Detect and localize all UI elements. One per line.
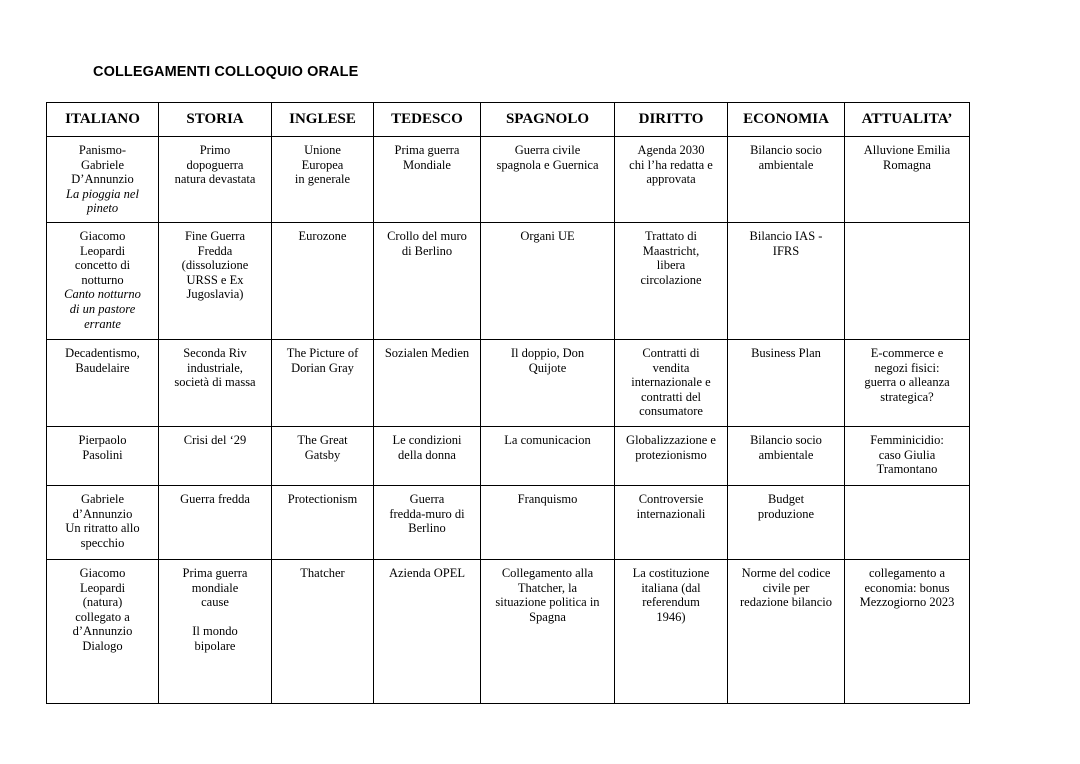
cell-line: Giacomo <box>79 566 126 580</box>
cell-line: Mezzogiorno 2023 <box>859 595 955 610</box>
cell-blank-line <box>162 610 268 625</box>
cell-spagnolo <box>481 427 615 486</box>
cell-line: 1946) <box>656 609 686 624</box>
cell-line: ambientale <box>758 157 814 172</box>
cell-line: Collegamento alla <box>501 566 594 580</box>
cell-line: Leopardi <box>79 243 126 258</box>
cell-line: (dissoluzione <box>181 258 249 273</box>
cell-line: Leopardi <box>79 580 126 595</box>
cell-storia <box>159 427 272 486</box>
cell-line: Baudelaire <box>75 360 130 375</box>
cell-line: URSS e Ex <box>186 272 244 287</box>
cell-spagnolo <box>481 486 615 560</box>
cell-line: Azienda OPEL <box>388 566 466 580</box>
cell-line: Globalizzazione e <box>626 433 716 447</box>
cell-line: Crollo del muro <box>387 229 467 243</box>
cell-line: Mondiale <box>403 157 451 172</box>
header-attualita: ATTUALITA’ <box>845 103 970 137</box>
cell-economia <box>728 560 845 704</box>
cell-line: Contratti di <box>642 346 700 360</box>
cell-line: Gatsby <box>304 447 341 462</box>
header-inglese: INGLESE <box>272 103 374 137</box>
cell-spagnolo <box>481 560 615 704</box>
cell-storia <box>159 340 272 427</box>
cell-line: Bilancio socio <box>750 433 822 447</box>
cell-economia <box>728 223 845 340</box>
cell-line: della donna <box>398 447 456 462</box>
cell-line: Primo <box>199 143 231 157</box>
cell-line: società di massa <box>174 375 256 390</box>
cell-line: libera <box>656 258 686 273</box>
cell-economia <box>728 340 845 427</box>
cell-inglese <box>272 427 374 486</box>
cell-line: Guerra fredda <box>180 492 250 506</box>
cell-line: IFRS <box>772 243 800 258</box>
cell-italiano <box>47 137 159 223</box>
cell-line-italic: Canto notturno <box>64 287 141 302</box>
links-table <box>46 102 970 704</box>
cell-line: Un ritratto allo <box>65 521 140 536</box>
cell-line: Dorian Gray <box>291 360 354 375</box>
cell-line: redazione bilancio <box>740 595 832 610</box>
cell-italiano <box>47 427 159 486</box>
cell-line: Business Plan <box>751 346 821 360</box>
cell-line: consumatore <box>639 404 703 419</box>
cell-line: Guerra <box>409 492 445 506</box>
cell-line: Jugoslavia) <box>186 287 244 302</box>
cell-line: The Great <box>297 433 348 447</box>
cell-italiano <box>47 340 159 427</box>
cell-line: Controversie <box>638 492 704 506</box>
cell-line: Decadentismo, <box>65 346 140 360</box>
cell-line: guerra o alleanza <box>864 375 950 390</box>
cell-diritto <box>615 223 728 340</box>
cell-line: Fredda <box>197 243 233 258</box>
cell-line-italic: errante <box>84 316 121 331</box>
cell-line: Alluvione Emilia <box>863 143 951 157</box>
cell-inglese <box>272 137 374 223</box>
cell-diritto <box>615 427 728 486</box>
cell-line: The Picture of <box>286 346 359 360</box>
cell-line: Franquismo <box>517 492 578 506</box>
table-row <box>47 560 970 704</box>
cell-line: collegamento a <box>868 566 945 580</box>
cell-spagnolo <box>481 223 615 340</box>
cell-line: fredda-muro di <box>389 506 465 521</box>
cell-line: Seconda Riv <box>183 346 247 360</box>
cell-attualita <box>845 340 970 427</box>
cell-attualita <box>845 137 970 223</box>
cell-tedesco <box>374 137 481 223</box>
cell-line: (natura) <box>82 595 123 610</box>
cell-line: chi l’ha redatta e <box>629 157 713 172</box>
cell-line: caso Giulia <box>878 447 936 462</box>
cell-line: Budget <box>767 492 805 506</box>
cell-line: Guerra civile <box>514 143 581 157</box>
cell-line: Dialogo <box>82 638 123 653</box>
cell-tedesco <box>374 427 481 486</box>
cell-line: Norme del codice <box>741 566 831 580</box>
cell-line: Unione <box>304 143 341 157</box>
cell-line: referendum <box>642 595 700 610</box>
document-title: COLLEGAMENTI COLLOQUIO ORALE <box>93 64 359 80</box>
cell-line: d’Annunzio <box>72 506 133 521</box>
cell-line-italic: pineto <box>86 201 119 216</box>
cell-line: Protectionism <box>287 492 358 506</box>
table-row <box>47 137 970 223</box>
table-row <box>47 486 970 560</box>
cell-line: Spagna <box>529 609 566 624</box>
cell-inglese <box>272 340 374 427</box>
cell-line: spagnola e Guernica <box>496 157 599 172</box>
cell-line: Crisi del ‘29 <box>183 433 247 447</box>
cell-line-italic: La pioggia nel <box>66 186 139 201</box>
cell-economia <box>728 137 845 223</box>
cell-line: strategica? <box>880 389 934 404</box>
cell-spagnolo <box>481 137 615 223</box>
cell-line: natura devastata <box>174 172 256 187</box>
cell-diritto <box>615 137 728 223</box>
cell-attualita <box>845 427 970 486</box>
cell-line: internazionali <box>636 506 706 521</box>
cell-inglese <box>272 560 374 704</box>
cell-line: Eurozone <box>298 229 347 243</box>
cell-line: E-commerce e <box>870 346 944 360</box>
cell-line: Prima guerra <box>394 143 460 157</box>
cell-line: Pierpaolo <box>78 433 127 447</box>
cell-line: mondiale <box>191 580 239 595</box>
cell-economia <box>728 486 845 560</box>
cell-line: La costituzione <box>632 566 710 580</box>
table-row <box>47 427 970 486</box>
cell-spagnolo <box>481 340 615 427</box>
cell-line: di Berlino <box>401 243 453 258</box>
cell-italiano <box>47 560 159 704</box>
cell-line: Maastricht, <box>642 243 700 258</box>
header-storia: STORIA <box>159 103 272 137</box>
cell-line: Prima guerra <box>182 566 248 580</box>
header-spagnolo: SPAGNOLO <box>481 103 615 137</box>
cell-line: Fine Guerra <box>184 229 246 243</box>
cell-line: vendita <box>652 360 690 375</box>
cell-line: specchio <box>80 535 125 550</box>
cell-line: economia: bonus <box>864 580 950 595</box>
cell-storia <box>159 560 272 704</box>
cell-diritto <box>615 486 728 560</box>
cell-line: La comunicacion <box>504 433 591 447</box>
cell-diritto <box>615 560 728 704</box>
header-tedesco: TEDESCO <box>374 103 481 137</box>
cell-line: dopoguerra <box>186 157 244 172</box>
cell-line: Berlino <box>408 521 446 536</box>
cell-storia <box>159 223 272 340</box>
cell-line: Bilancio IAS - <box>749 229 823 243</box>
cell-line: collegato a <box>75 609 130 624</box>
cell-line: Giacomo <box>79 229 126 243</box>
cell-line: Tramontano <box>876 462 938 477</box>
cell-line: Bilancio socio <box>750 143 822 157</box>
cell-line: Gabriele <box>80 157 125 172</box>
cell-line: bipolare <box>194 638 236 653</box>
cell-line: Femminicidio: <box>870 433 944 447</box>
cell-line: Thatcher <box>300 566 345 580</box>
cell-tedesco <box>374 340 481 427</box>
cell-italiano <box>47 223 159 340</box>
cell-line: in generale <box>294 172 351 187</box>
table-row <box>47 223 970 340</box>
header-row <box>47 103 970 137</box>
cell-tedesco <box>374 223 481 340</box>
cell-line: contratti del <box>640 389 702 404</box>
cell-attualita-empty <box>845 223 970 340</box>
cell-line: Panismo- <box>78 143 127 157</box>
cell-line: negozi fisici: <box>874 360 940 375</box>
cell-line: Organi UE <box>520 229 575 243</box>
cell-line: Romagna <box>883 157 931 172</box>
cell-line: Thatcher, la <box>517 580 578 595</box>
cell-line: Quijote <box>528 360 567 375</box>
cell-line: protezionismo <box>635 447 707 462</box>
cell-line: italiana (dal <box>641 580 701 595</box>
cell-line: D’Annunzio <box>71 172 134 187</box>
cell-inglese <box>272 223 374 340</box>
cell-line: Trattato di <box>645 229 697 243</box>
cell-line: internazionale e <box>631 375 711 390</box>
cell-line: Pasolini <box>82 447 123 462</box>
cell-line: notturno <box>81 272 124 287</box>
cell-line: Sozialen Medien <box>384 346 470 360</box>
table-row <box>47 340 970 427</box>
cell-line: situazione politica in <box>495 595 600 610</box>
cell-tedesco <box>374 486 481 560</box>
header-diritto: DIRITTO <box>615 103 728 137</box>
cell-line: Agenda 2030 <box>637 143 705 157</box>
cell-line: cause <box>201 595 229 610</box>
cell-economia <box>728 427 845 486</box>
cell-line: Il doppio, Don <box>510 346 585 360</box>
cell-attualita <box>845 560 970 704</box>
cell-line: civile per <box>762 580 810 595</box>
cell-line-italic: di un pastore <box>69 301 136 316</box>
cell-line: produzione <box>757 506 815 521</box>
cell-line: concetto di <box>74 258 131 273</box>
cell-line: Europea <box>301 157 344 172</box>
cell-line: d’Annunzio <box>72 624 133 639</box>
cell-italiano <box>47 486 159 560</box>
header-economia: ECONOMIA <box>728 103 845 137</box>
cell-line: approvata <box>646 172 696 187</box>
cell-storia <box>159 137 272 223</box>
cell-line: Il mondo <box>192 624 238 639</box>
cell-diritto <box>615 340 728 427</box>
cell-line: Le condizioni <box>392 433 462 447</box>
cell-inglese <box>272 486 374 560</box>
header-italiano: ITALIANO <box>47 103 159 137</box>
cell-storia <box>159 486 272 560</box>
cell-line: circolazione <box>640 272 702 287</box>
cell-line: ambientale <box>758 447 814 462</box>
cell-line: Gabriele <box>80 492 125 506</box>
cell-attualita-empty <box>845 486 970 560</box>
cell-tedesco <box>374 560 481 704</box>
cell-line: industriale, <box>187 360 243 375</box>
